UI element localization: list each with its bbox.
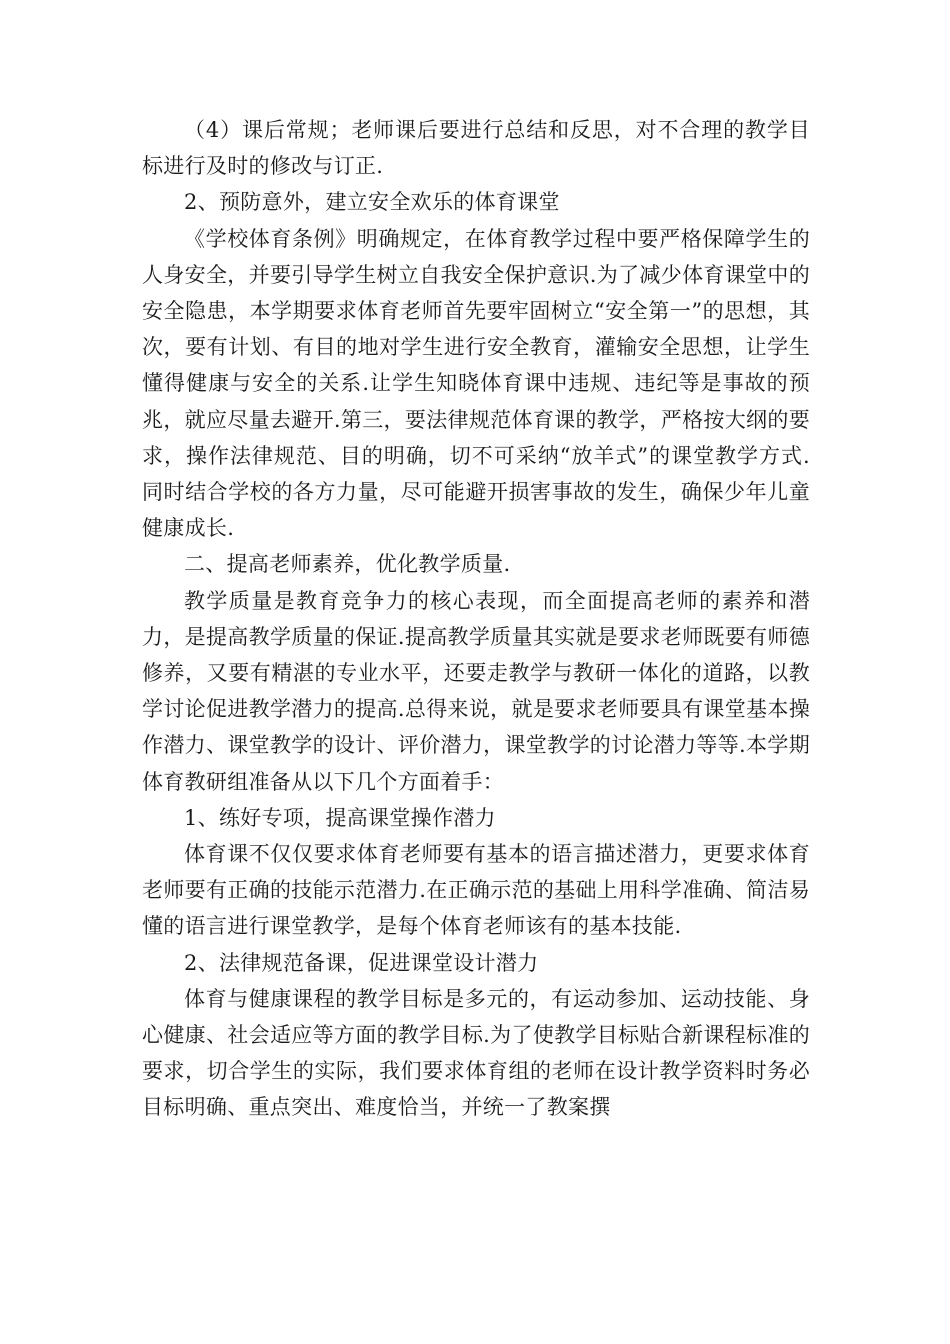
- heading-practice-specialty: 1、练好专项，提高课堂操作潜力: [184, 805, 496, 830]
- paragraph-safety-regulations: 《学校体育条例》明确规定，在体育教学过程中要严格保障学生的人身安全，并要引导学生树立自我安全保护意识.为了减少体育课堂中的安全隐患，本学期要求体育老师首先要牢固树立“安全第一”的思想，其次，要有计划、有目的地对学生进行安全教育，灌输安全思想，让学生懂得健康与安全的关系.让学生知晓体育课中违规、违纪等是事故的预兆，就应尽量去避开.第三，要法律规范体育课的教学，严格按大纲的要求，操作法律规范、目的明确，切不可采纳“放羊式”的课堂教学方式.同时结合学校的各方力量，尽可能避开损害事故的发生，确保少年儿童健康成长.: [142, 226, 810, 541]
- heading-lesson-preparation: 2、法律规范备课，促进课堂设计潜力: [184, 950, 539, 975]
- paragraph-teaching-quality: 教学质量是教育竞争力的核心表现，而全面提高老师的素养和潜力，是提高教学质量的保证.提高教学质量其实就是要求老师既要有师德修养，又要有精湛的专业水平，还要走教学与教研一体化的道路，以教学讨论促进教学潜力的提高.总得来说，就是要求老师要具有课堂基本操作潜力、课堂教学的设计、评价潜力，课堂教学的讨论潜力等等.本学期体育教研组准备从以下几个方面着手：: [142, 588, 810, 794]
- paragraph-demonstration-skills: 体育课不仅仅要求体育老师要有基本的语言描述潜力，更要求体育老师要有正确的技能示范潜力.在正确示范的基础上用科学准确、简洁易懂的语言进行课堂教学，是每个体育老师该有的基本技能.: [142, 842, 810, 939]
- heading-improve-teacher-quality: 二、提高老师素养，优化教学质量.: [184, 552, 511, 577]
- paragraph-teaching-objectives: 体育与健康课程的教学目标是多元的，有运动参加、运动技能、身心健康、社会适应等方面的教学目标.为了使教学目标贴合新课程标准的要求，切合学生的实际，我们要求体育组的老师在设计教学资料时务必目标明确、重点突出、难度恰当，并统一了教案撰: [142, 986, 810, 1120]
- paragraph-after-class-routine: （4）课后常规；老师课后要进行总结和反思，对不合理的教学目标进行及时的修改与订正.: [142, 118, 810, 179]
- heading-prevent-accidents: 2、预防意外，建立安全欢乐的体育课堂: [184, 190, 560, 215]
